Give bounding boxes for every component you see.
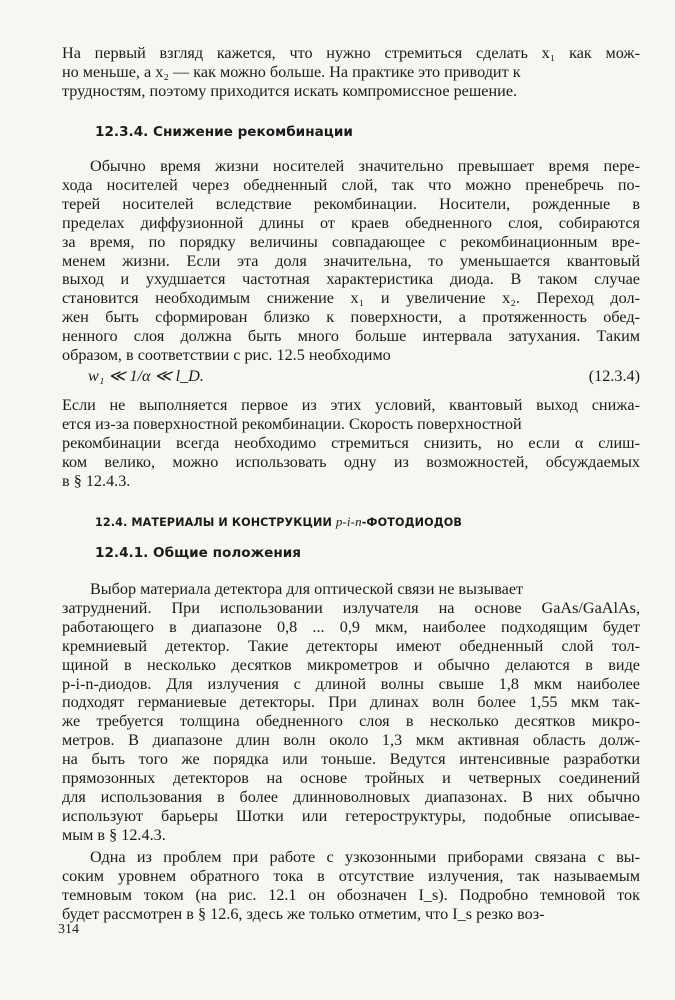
text-line: темновым током (на рис. 12.1 он обозначен I_s). Подробно темновой ток bbox=[62, 885, 640, 904]
text-line: терей носителей вследствие рекомбинации. Носители, рожденные в bbox=[62, 194, 640, 213]
paragraph-materials bbox=[62, 580, 640, 845]
text-line: для использования в более длинноволновых диапазонах. В них обычно bbox=[62, 787, 640, 806]
section-heading-12-4 bbox=[95, 514, 462, 530]
text-line: используют барьеры Шотки или гетероструктуры, подобные описывае- bbox=[62, 806, 640, 825]
text-line: хода носителей через обедненный слой, так что можно пренебречь по- bbox=[62, 175, 640, 194]
intro-paragraph bbox=[62, 44, 640, 101]
formula-expression: w₁ ≪ 1/α ≪ l_D. bbox=[88, 367, 204, 385]
text-line: ненного слоя должна быть много больше интервала затухания. Таким bbox=[62, 327, 640, 346]
text-line: но меньше, а x₂ — как можно больше. На практике это приводит к bbox=[62, 62, 521, 81]
text-line: метров. В диапазоне длин волн около 1,3 мкм активная область долж- bbox=[62, 731, 640, 750]
section-heading-12-3-4: 12.3.4. Снижение рекомбинации bbox=[95, 124, 353, 140]
text-line: p-i-n-диодов. Для излучения с длиной волны свыше 1,8 мкм наиболее bbox=[62, 674, 640, 693]
text-line: жен быть сформирован близко к поверхности, а протяженность обед- bbox=[62, 308, 640, 327]
text-line: Если не выполняется первое из этих условий, квантовый выход снижа- bbox=[62, 396, 640, 414]
text-line: прямозонных детекторов на основе тройных и четверных соединений bbox=[62, 769, 640, 788]
text-line: работающего в диапазоне 0,8 ... 0,9 мкм, наиболее подходящим будет bbox=[62, 617, 640, 636]
text-line: соким уровнем обратного тока в отсутствие излучения, так называемым bbox=[62, 866, 640, 885]
text-line: трудностям, поэтому приходится искать компромиссное решение. bbox=[62, 81, 518, 100]
heading-text: 12.4. МАТЕРИАЛЫ И КОНСТРУКЦИИ bbox=[95, 516, 336, 529]
formula-12-3-4 bbox=[88, 367, 640, 386]
text-line: пределах диффузионной длины от краев обедненного слоя, собираются bbox=[62, 213, 640, 232]
paragraph-dark-current bbox=[62, 848, 640, 924]
heading-italic-text: p-i-n bbox=[335, 514, 362, 529]
text-line: щиной в несколько десятков микрометров и обычно делаются в виде bbox=[62, 655, 640, 674]
paragraph-recombination bbox=[62, 157, 640, 365]
text-line: Обычно время жизни носителей значительно превышает время пере- bbox=[90, 157, 640, 175]
text-line: на быть того же порядка или тоньше. Ведутся интенсивные разработки bbox=[62, 750, 640, 769]
formula-number: (12.3.4) bbox=[588, 367, 640, 385]
section-heading-12-4-1: 12.4.1. Общие положения bbox=[95, 545, 302, 561]
text-line: за время, по порядку величины совпадающее с рекомбинационным вре- bbox=[62, 232, 640, 251]
text-line: ется из-за поверхностной рекомбинации. Скорость поверхностной bbox=[62, 414, 522, 433]
heading-text: -ФОТОДИОДОВ bbox=[361, 516, 463, 529]
text-line: Одна из проблем при работе с узкозонными приборами связана с вы- bbox=[90, 848, 640, 866]
text-line: образом, в соответствии с рис. 12.5 необходимо bbox=[62, 346, 391, 365]
text-line: в § 12.4.3. bbox=[62, 471, 131, 490]
paragraph-surface-recombination bbox=[62, 396, 640, 491]
text-line: Выбор материала детектора для оптической связи не вызывает bbox=[90, 580, 524, 598]
page-number: 314 bbox=[58, 922, 79, 937]
text-line: будет рассмотрен в § 12.6, здесь же только отметим, что I_s резко воз- bbox=[62, 904, 545, 923]
text-line: же требуется толщина обедненного слоя в несколько десятков микро- bbox=[62, 712, 640, 731]
text-line: рекомбинации всегда необходимо стремиться снизить, но если α слиш- bbox=[62, 433, 640, 452]
text-line: подходят германиевые детекторы. При длинах волн более 1,55 мкм так- bbox=[62, 693, 640, 712]
text-line: выход и ухудшается частотная характеристика диода. В таком случае bbox=[62, 270, 640, 289]
text-line: менем жизни. Если эта доля значительна, то уменьшается квантовый bbox=[62, 251, 640, 270]
text-line: мым в § 12.4.3. bbox=[62, 825, 166, 844]
text-line: становится необходимым снижение x₁ и увеличение x₂. Переход дол- bbox=[62, 289, 640, 308]
text-line: На первый взгляд кажется, что нужно стремиться сделать x₁ как мож- bbox=[62, 44, 640, 62]
text-line: затруднений. При использовании излучателя на основе GaAs/GaAlAs, bbox=[62, 598, 640, 617]
text-line: ком велико, можно использовать одну из возможностей, обсуждаемых bbox=[62, 452, 640, 471]
text-line: кремниевый детектор. Такие детекторы имеют обедненный слой тол- bbox=[62, 636, 640, 655]
